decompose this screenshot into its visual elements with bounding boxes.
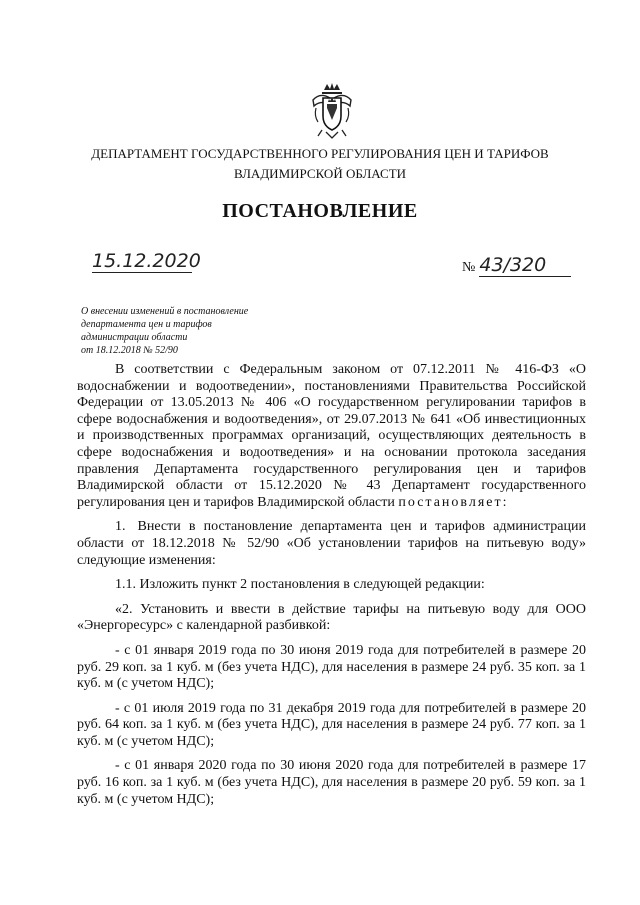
item-1-paragraph xyxy=(77,519,586,569)
department-name-line1: ДЕПАРТАМЕНТ ГОСУДАРСТВЕННОГО РЕГУЛИРОВАНИЯ ЦЕН И ТАРИФОВ xyxy=(91,146,549,161)
department-name xyxy=(0,144,640,184)
item-1-text: Внести в постановление департамента цен и тарифов администрации области от 18.12.2018 № 52/90 «Об установлении тарифов на питьевую воду» следующие изменения: xyxy=(77,519,586,568)
document-subject xyxy=(81,305,321,357)
tariff-paragraph-2: - с 01 июля 2019 года по 31 декабря 2019 года для потребителей в размере 20 руб. 64 коп. за 1 куб. м (без учета НДС), для населения в размере 24 руб. 77 коп. за 1 куб. м (с учетом НДС); xyxy=(77,700,586,749)
item-1-1-paragraph: 1.1. Изложить пункт 2 постановления в следующей редакции: xyxy=(115,577,485,593)
coat-of-arms-icon xyxy=(310,82,354,140)
document-date: 15.12.2020 xyxy=(92,250,201,272)
item-1-number: 1. xyxy=(115,519,126,535)
subject-line: администрации области xyxy=(81,332,188,343)
resolves-word: постановляет: xyxy=(398,494,509,510)
preamble-text: В соответствии с Федеральным законом от 07.12.2011 № 416-ФЗ «О водоснабжении и водоотведении», постановлениями Правительства Российской Федерации от 13.05.2013 № 406 «О государственном регулировании тарифов в сфере водоснабжения и водоотведения», от 29.07.2013 № 641 «Об инвестиционных и производственных программах организаций, осуществляющих деятельность в сфере водоснабжения и водоотведения» и на основании протокола заседания правления Департамента государственного регулирования цен и тарифов Владимирской области от 15.12.2020 № 43 Департамент государственного регулирования цен и тарифов Владимирской области xyxy=(77,362,586,510)
subject-line: от 18.12.2018 № 52/90 xyxy=(81,345,178,356)
tariff-paragraph-3: - с 01 января 2020 года по 30 июня 2020 года для потребителей в размере 17 руб. 16 коп. за 1 куб. м (без учета НДС), для населения в размере 20 руб. 59 коп. за 1 куб. м (с учетом НДС); xyxy=(77,758,586,807)
number-sign: № xyxy=(462,260,476,275)
document-number-value: 43/320 xyxy=(479,254,571,277)
quote-paragraph: «2. Установить и ввести в действие тарифы на питьевую воду для ООО «Энергоресурс» с календарной разбивкой: xyxy=(77,601,586,634)
document-body xyxy=(77,362,586,808)
subject-line: О внесении изменений в постановление xyxy=(81,306,249,317)
preamble-paragraph xyxy=(77,362,586,511)
department-name-line2: ВЛАДИМИРСКОЙ ОБЛАСТИ xyxy=(233,166,407,181)
tariff-paragraph-1: - с 01 января 2019 года по 30 июня 2019 года для потребителей в размере 20 руб. 29 коп. за 1 куб. м (без учета НДС), для населения в размере 24 руб. 35 коп. за 1 куб. м (с учетом НДС); xyxy=(77,642,586,692)
document-type-title: ПОСТАНОВЛЕНИЕ xyxy=(222,200,418,222)
document-number xyxy=(462,254,571,277)
subject-line: департамента цен и тарифов xyxy=(81,319,212,330)
